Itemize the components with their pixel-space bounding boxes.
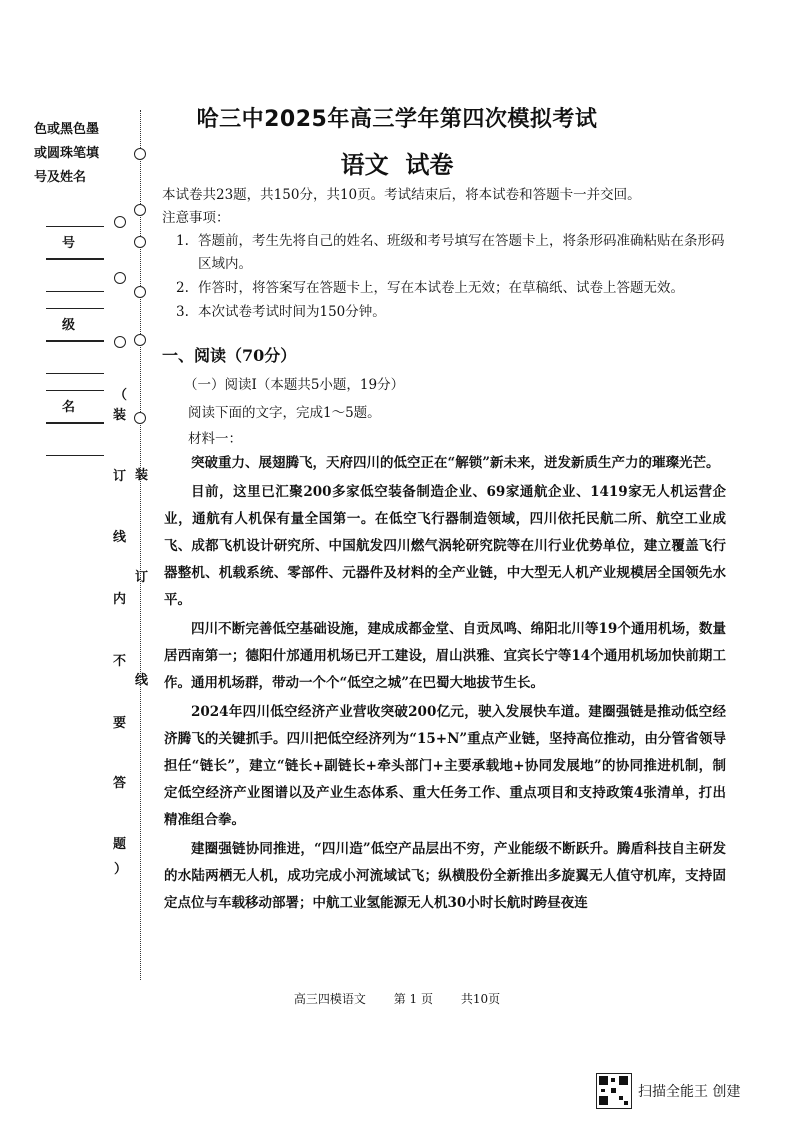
margin-note-2: 或圆珠笔填 (34, 146, 100, 161)
notice-text: 本次试卷考试时间为150分钟。 (198, 304, 386, 320)
seal-char: 要 (113, 716, 127, 731)
article-paragraph: 目前，这里已汇聚200多家低空装备制造企业、69家通航企业、1419家无人机运营企业，通航有人机保有量全国第一。在低空飞行器制造领域，四川依托民航二所、航空工业成飞、成都飞机设计研究所、中国航发四川燃气涡轮研究院等在川行业优势单位，建立覆盖飞行器整机、机载系统、零部件、元器件及材料的全产业链，中大型无人机产业规模居全国领先水平。 (164, 484, 726, 608)
notice-text: 答题前，考生先将自己的姓名、班级和考号填写在答题卡上，将条形码准确粘贴在条形码区域内。 (198, 233, 725, 272)
notice-number: 3. (176, 304, 189, 320)
seal-char-inner: 线 (135, 673, 149, 688)
exam-title: 哈三中2025年高三学年第四次模拟考试 (196, 107, 598, 132)
seal-char: 题 (113, 837, 127, 852)
binding-hole (114, 336, 126, 348)
footer-total-pages: 共10页 (460, 992, 501, 1006)
seal-paren-open: （ (114, 388, 128, 403)
qr-code-icon (596, 1073, 632, 1109)
class-label: 级 (62, 318, 76, 333)
article-paragraph: 2024年四川低空经济产业营收突破200亿元，驶入发展快车道。建圈强链是推动低空经济腾飞的关键抓手。四川把低空经济列为“15+N”重点产业链，坚持高位推动，由分管省领导担任“链长”，建立“链长+副链长+牵头部门+主要承载地+协同发展地”的协同推进机制，制定低空经济产业图谱以及产业生态体系、重大任务工作、重点项目和支持政策4张清单，打出精准组合拳。 (164, 704, 726, 828)
section-heading: 一、阅读（70分） (162, 346, 297, 365)
class-field-extra[interactable] (46, 340, 104, 374)
article-paragraph: 突破重力、展翅腾飞，天府四川的低空正在“解锁”新未来，迸发新质生产力的璀璨光芒。 (191, 455, 720, 471)
name-label: 名 (62, 400, 76, 415)
footer-page-number: 第 1 页 (393, 992, 433, 1006)
exam-subtitle: 语文 试卷 (340, 151, 454, 179)
page-footer (0, 990, 794, 1007)
notice-text: 作答时，将答案写在答题卡上，写在本试卷上无效；在草稿纸、试卷上答题无效。 (198, 280, 684, 296)
binding-hole (114, 216, 126, 228)
exam-number-field-extra[interactable] (46, 258, 104, 292)
material-label: 材料一： (188, 431, 242, 447)
seal-char: 线 (113, 530, 127, 545)
exam-intro: 本试卷共23题，共150分，共10页。考试结束后，将本试卷和答题卡一并交回。 (162, 187, 641, 203)
article-paragraph: 四川不断完善低空基础设施，建成成都金堂、自贡凤鸣、绵阳北川等19个通用机场，数量居西南第一；德阳什邡通用机场已开工建设，眉山洪雅、宜宾长宁等14个通用机场加快前期工作。通用机场群，带动一个个“低空之城”在巴蜀大地拔节生长。 (164, 621, 726, 691)
footer-exam-name: 高三四模语文 (293, 992, 366, 1006)
margin-note-3: 号及姓名 (34, 170, 87, 185)
subsection-heading: （一）阅读Ⅰ（本题共5小题，19分） (184, 377, 405, 393)
seal-char-inner: 装 (135, 468, 149, 483)
scanner-badge-text: 扫描全能王 创建 (638, 1084, 741, 1100)
seal-char: 订 (113, 469, 127, 484)
seal-char: 装 (113, 408, 127, 423)
binding-hole (134, 334, 146, 346)
reading-instruction: 阅读下面的文字，完成1～5题。 (188, 405, 381, 421)
seal-char-inner: 订 (135, 570, 149, 585)
notice-item (176, 277, 736, 300)
notice-number: 2. (176, 280, 189, 296)
seal-char: 不 (113, 654, 127, 669)
notice-list (176, 230, 736, 325)
seal-paren-close: ） (114, 862, 128, 877)
binding-hole (134, 286, 146, 298)
article-body (164, 450, 726, 919)
notice-item (176, 230, 736, 276)
article-paragraph: 建圈强链协同推进，“四川造”低空产品层出不穷，产业能级不断跃升。腾盾科技自主研发的水陆两栖无人机，成功完成小河流域试飞；纵横股份全新推出多旋翼无人值守机库，支持固定点位与车载移动部署；中航工业氢能源无人机30小时长航时跨昼夜连 (164, 841, 726, 911)
name-field-extra[interactable] (46, 422, 104, 456)
notice-title: 注意事项： (162, 210, 230, 226)
exam-number-label: 号 (62, 236, 76, 251)
notice-number: 1. (176, 233, 189, 249)
notice-item (176, 301, 736, 324)
binding-hole (134, 412, 146, 424)
binding-hole (134, 204, 146, 216)
seal-char: 答 (113, 776, 127, 791)
binding-hole (134, 236, 146, 248)
binding-hole (114, 272, 126, 284)
seal-char: 内 (113, 592, 127, 607)
margin-note-1: 色或黑色墨 (34, 122, 100, 137)
